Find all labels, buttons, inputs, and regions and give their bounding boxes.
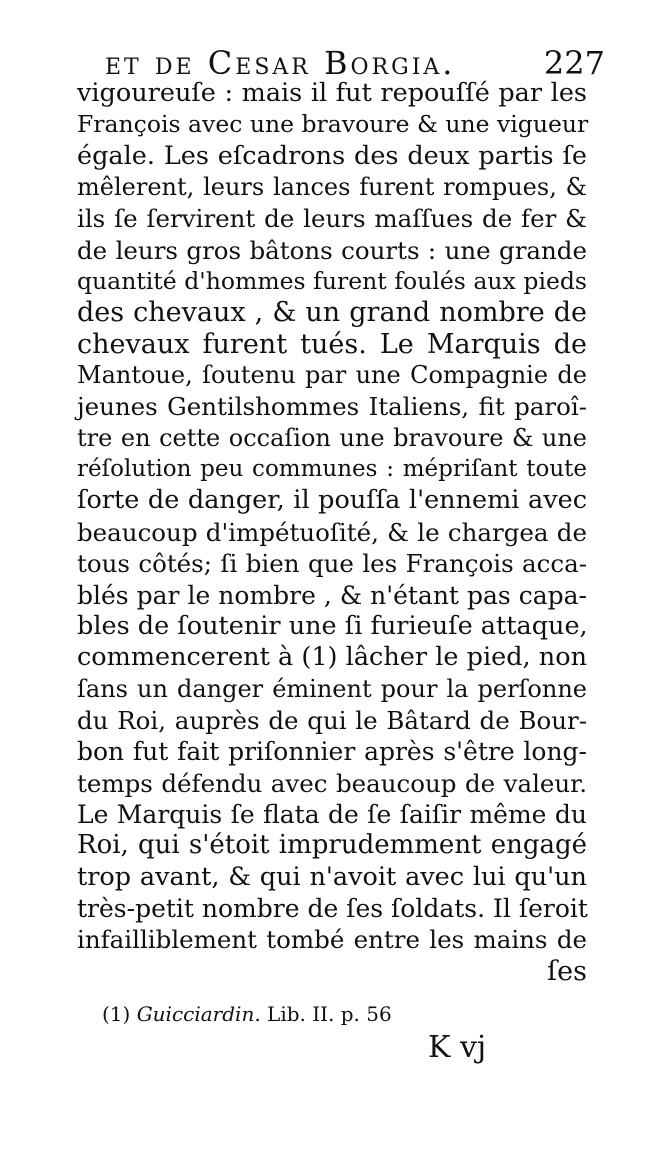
text-line: vigoureuſe : mais il fut repouſſé par les — [77, 78, 587, 108]
body-text — [77, 78, 587, 987]
footnote-work: Guicciardin. — [136, 1002, 261, 1026]
signature-mark: K vj — [428, 1030, 487, 1065]
text-line: tre en cette occaſion une bravoure & une — [77, 423, 587, 452]
text-line: de leurs gros bâtons courts : une grande — [77, 235, 587, 265]
footnote-reference: Lib. II. p. 56 — [267, 1002, 392, 1026]
text-line: jeunes Gentilshommes Italiens, fit paroî- — [77, 392, 587, 422]
page-number: 227 — [543, 44, 605, 82]
text-line: François avec une bravoure & une vigueur — [77, 110, 589, 139]
text-line: beaucoup d'impétuoſité, & le chargea de — [77, 517, 587, 547]
text-line: Mantoue, ſoutenu par une Compagnie de — [77, 361, 587, 390]
footnote-marker: (1) — [102, 1002, 131, 1026]
text-line: égale. Les eſcadrons des deux partis ſe — [77, 140, 587, 171]
text-line: réſolution peu communes : mépriſant toute — [77, 456, 587, 483]
text-line: trop avant, & qui n'avoit avec lui qu'un — [77, 861, 587, 892]
text-line: chevaux furent tués. Le Marquis de — [77, 328, 587, 360]
text-line: temps défendu avec beaucoup de valeur. — [77, 768, 587, 798]
text-line: ſans un danger éminent pour la perſonne — [77, 674, 587, 703]
text-line: ſorte de danger, il pouſſa l'ennemi avec — [77, 485, 587, 516]
text-line: bon fut fait priſonnier après s'être long- — [77, 737, 587, 767]
text-line: tous côtés; ſi bien que les François acca- — [77, 549, 587, 579]
text-line: quantité d'hommes furent foulés aux pieds — [77, 267, 587, 296]
text-line: commencerent à (1) lâcher le pied, non — [77, 642, 587, 673]
text-line: du Roi, auprès de qui le Bâtard de Bour- — [77, 705, 587, 735]
text-line: ils ſe ſervirent de leurs maſſues de fer & — [77, 204, 587, 234]
running-head-title: et de Cesar Borgia. — [105, 44, 456, 82]
text-line: très-petit nombre de ſes ſoldats. Il ſeroit — [77, 893, 588, 923]
text-line: mêlerent, leurs lances furent rompues, & — [77, 173, 587, 202]
text-line: Le Marquis ſe flata de ſe ſaiſir même du — [77, 799, 587, 829]
text-line: des chevaux , & un grand nombre de — [77, 297, 587, 329]
text-line: Roi, qui s'étoit imprudemment engagé — [77, 830, 587, 861]
text-line: bles de ſoutenir une ſi furieuſe attaque, — [77, 610, 588, 641]
catchword: ſes — [547, 955, 587, 987]
text-line: blés par le nombre , & n'étant pas capa- — [77, 580, 587, 610]
text-line: infailliblement tombé entre les mains de — [77, 925, 587, 955]
